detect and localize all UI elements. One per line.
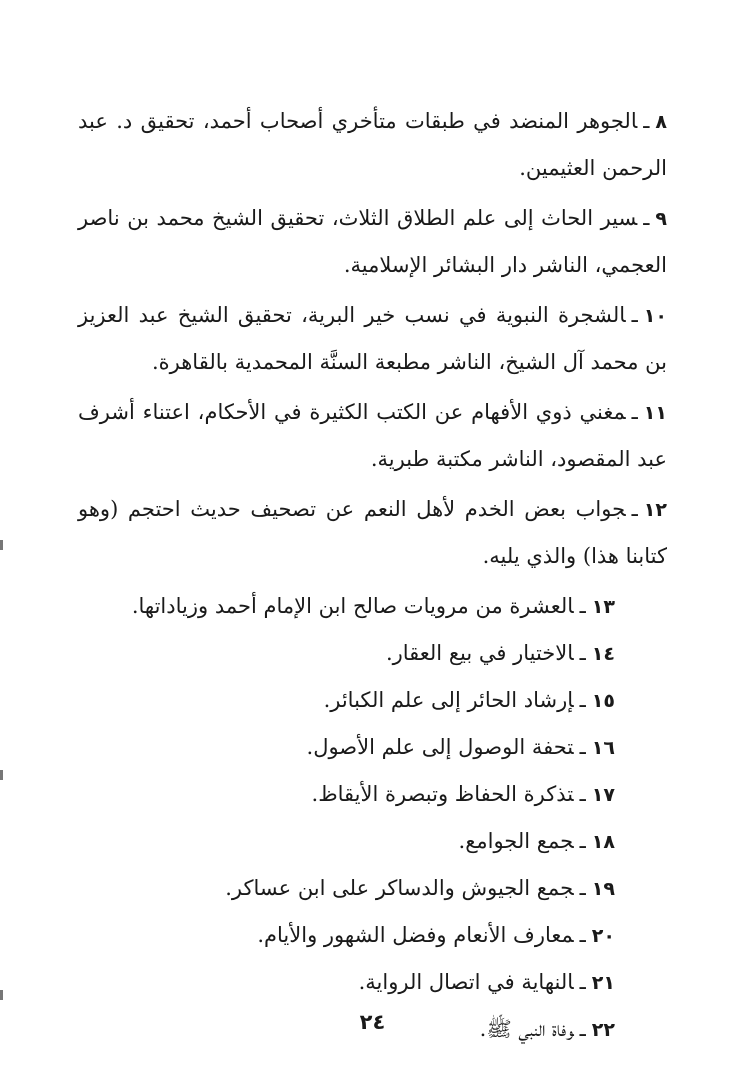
list-item	[78, 959, 667, 1006]
item-dash: ـ	[579, 688, 586, 712]
item-number: ٩	[655, 208, 667, 230]
item-number: ١٨	[591, 831, 615, 853]
item-dash: ـ	[579, 594, 586, 618]
item-dash: ـ	[579, 1017, 586, 1041]
list-item	[78, 98, 667, 191]
item-text: معارف الأنعام وفضل الشهور والأيام.	[257, 923, 574, 947]
item-number: ١٣	[591, 596, 615, 618]
item-text: تذكرة الحفاظ وتبصرة الأيقاظ.	[311, 782, 574, 806]
item-number: ١٩	[591, 878, 615, 900]
item-text: وفاة النبي ﷺ.	[479, 1017, 574, 1041]
item-dash: ـ	[579, 876, 586, 900]
list-item	[78, 630, 667, 677]
item-text: سير الحاث إلى علم الطلاق الثلاث، تحقيق الشيخ محمد بن ناصر العجمي، الناشر دار البشائر الإسلامية.	[78, 206, 667, 277]
item-text: جمع الجوامع.	[458, 829, 574, 853]
item-number: ١٢	[643, 499, 667, 521]
item-dash: ـ	[579, 970, 586, 994]
item-number: ١٤	[591, 643, 615, 665]
item-number: ١٠	[643, 305, 667, 327]
item-text: الاختيار في بيع العقار.	[385, 641, 574, 665]
list-item	[78, 292, 667, 385]
list-item	[78, 195, 667, 288]
list-item	[78, 912, 667, 959]
item-number: ١٥	[591, 690, 615, 712]
item-dash: ـ	[631, 400, 638, 424]
item-dash: ـ	[579, 829, 586, 853]
item-number: ١٦	[591, 737, 615, 759]
item-number: ٨	[655, 111, 667, 133]
item-dash: ـ	[631, 303, 638, 327]
item-dash: ـ	[643, 109, 650, 133]
item-dash: ـ	[579, 641, 586, 665]
item-text: جواب بعض الخدم لأهل النعم عن تصحيف حديث احتجم (وهو كتابنا هذا) والذي يليه.	[78, 497, 667, 568]
item-text: إرشاد الحائر إلى علم الكبائر.	[323, 688, 574, 712]
item-text: الجوهر المنضد في طبقات متأخري أصحاب أحمد، تحقيق د. عبد الرحمن العثيمين.	[78, 109, 667, 180]
item-number: ٢١	[591, 972, 615, 994]
list-item	[78, 677, 667, 724]
scan-edge-mark	[0, 990, 3, 1000]
item-text: النهاية في اتصال الرواية.	[358, 970, 574, 994]
page-number: ٢٤	[359, 1010, 386, 1034]
scan-edge-mark	[0, 540, 3, 550]
item-number: ٢٠	[591, 925, 615, 947]
bibliography-list	[78, 98, 667, 1053]
item-text: مغني ذوي الأفهام عن الكتب الكثيرة في الأحكام، اعتناء أشرف عبد المقصود، الناشر مكتبة طبرية.	[78, 400, 667, 471]
list-item	[78, 486, 667, 579]
item-dash: ـ	[579, 923, 586, 947]
item-dash: ـ	[631, 497, 638, 521]
item-number: ١٧	[591, 784, 615, 806]
item-text: العشرة من مرويات صالح ابن الإمام أحمد وزياداتها.	[131, 594, 574, 618]
list-item	[78, 583, 667, 630]
item-number: ١١	[643, 402, 667, 424]
scan-edge-mark	[0, 770, 3, 780]
list-item	[78, 865, 667, 912]
list-item	[78, 389, 667, 482]
item-dash: ـ	[643, 206, 650, 230]
item-text: جمع الجيوش والدساكر على ابن عساكر.	[225, 876, 574, 900]
list-item	[78, 724, 667, 771]
item-dash: ـ	[579, 782, 586, 806]
item-dash: ـ	[579, 735, 586, 759]
item-number: ٢٢	[591, 1019, 615, 1041]
item-text: تحفة الوصول إلى علم الأصول.	[306, 735, 574, 759]
list-item	[78, 771, 667, 818]
item-text: الشجرة النبوية في نسب خير البرية، تحقيق الشيخ عبد العزيز بن محمد آل الشيخ، الناشر مطبعة السنَّة المحمدية بالقاهرة.	[78, 303, 667, 374]
list-item	[78, 818, 667, 865]
